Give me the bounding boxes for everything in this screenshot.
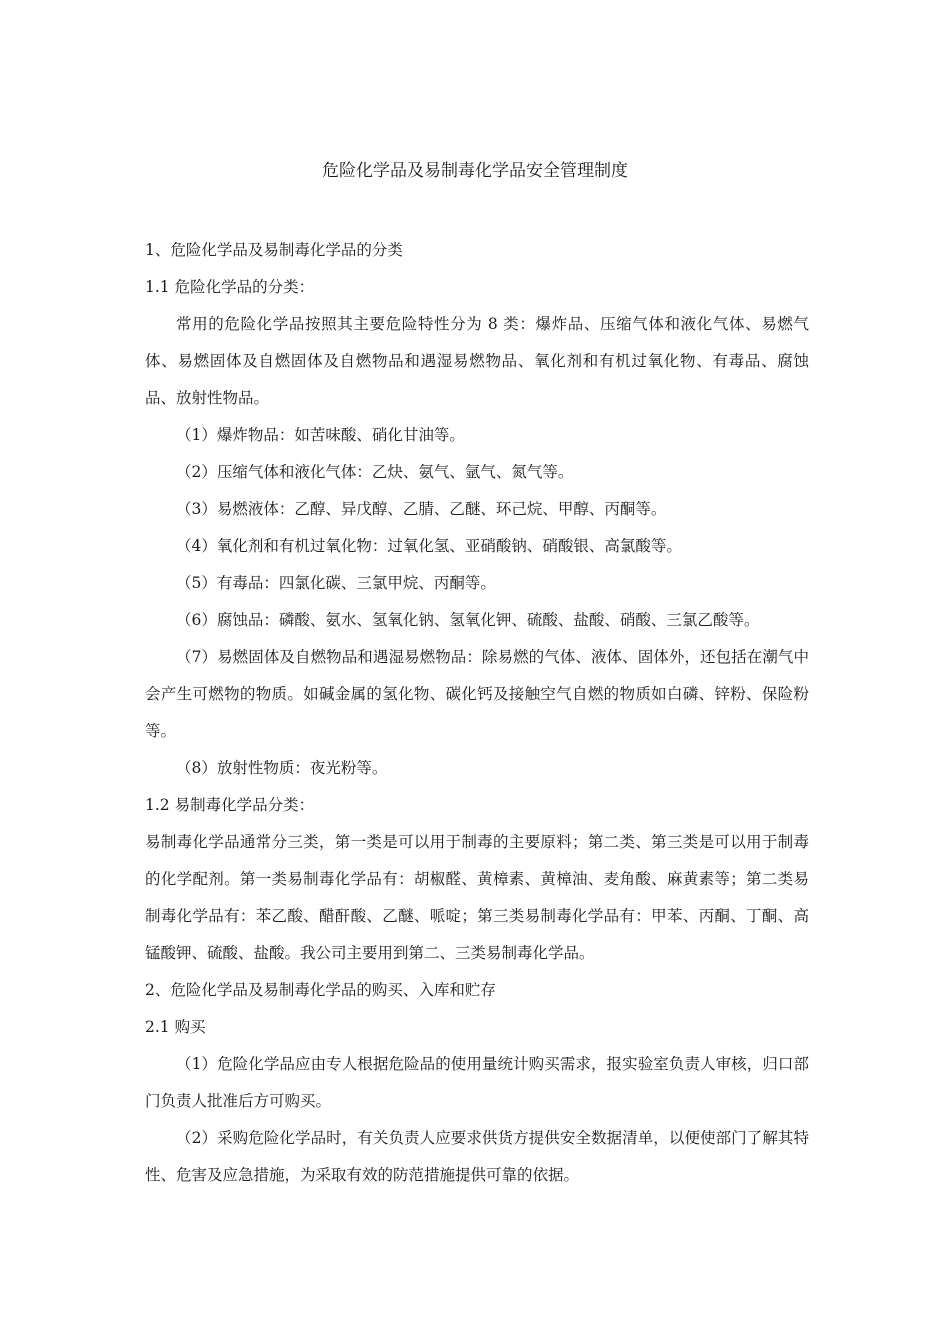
list-item-compressed-gases: （2）压缩气体和液化气体：乙炔、氨气、氩气、氮气等。 (176, 463, 574, 481)
list-item-flammable-liquids: （3）易燃液体：乙醇、异戊醇、乙腈、乙醚、环己烷、甲醇、丙酮等。 (176, 500, 667, 518)
list-item-toxic: （5）有毒品：四氯化碳、三氯甲烷、丙酮等。 (176, 574, 496, 592)
section-heading-1: 1、危险化学品及易制毒化学品的分类 (145, 241, 403, 259)
list-item-purchase-1: （1）危险化学品应由专人根据危险品的使用量统计购买需求，报实验室负责人审核，归口部门负责人批准后方可购买。 (145, 1055, 809, 1110)
subsection-heading-1-2: 1.2 易制毒化学品分类： (145, 796, 315, 814)
paragraph-precursor-classes: 易制毒化学品通常分三类，第一类是可以用于制毒的主要原料；第二类、第三类是可以用于制毒的化学配剂。第一类易制毒化学品有：胡椒醛、黄樟素、黄樟油、麦角酸、麻黄素等；第二类易制毒化学品有：苯乙酸、醋酐酸、乙醚、哌啶；第三类易制毒化学品有：甲苯、丙酮、丁酮、高锰酸钾、硫酸、盐酸。我公司主要用到第二、三类易制毒化学品。 (145, 833, 809, 962)
subsection-heading-1-1: 1.1 危险化学品的分类： (145, 278, 315, 296)
list-item-radioactive: （8）放射性物质：夜光粉等。 (176, 759, 388, 777)
list-item-corrosive: （6）腐蚀品：磷酸、氨水、氢氧化钠、氢氧化钾、硫酸、盐酸、硝酸、三氯乙酸等。 (176, 611, 760, 629)
document-title: 危险化学品及易制毒化学品安全管理制度 (322, 161, 628, 181)
subsection-heading-2-1: 2.1 购买 (145, 1018, 206, 1036)
list-item-flammable-solids: （7）易燃固体及自燃物品和遇湿易燃物品：除易燃的气体、液体、固体外，还包括在潮气中会产生可燃物的物质。如碱金属的氢化物、碳化钙及接触空气自燃的物质如白磷、锌粉、保险粉等。 (145, 648, 809, 740)
paragraph-hazard-classes: 常用的危险化学品按照其主要危险特性分为 8 类：爆炸品、压缩气体和液化气体、易燃气体、易燃固体及自燃固体及自燃物品和遇湿易燃物品、氧化剂和有机过氧化物、有毒品、腐蚀品、放射性物品。 (145, 315, 809, 407)
list-item-purchase-2: （2）采购危险化学品时，有关负责人应要求供货方提供安全数据清单，以便使部门了解其特性、危害及应急措施，为采取有效的防范措施提供可靠的依据。 (145, 1129, 809, 1184)
section-heading-2: 2、危险化学品及易制毒化学品的购买、入库和贮存 (145, 981, 496, 999)
list-item-explosives: （1）爆炸物品：如苦味酸、硝化甘油等。 (176, 426, 465, 444)
list-item-oxidizers: （4）氧化剂和有机过氧化物：过氧化氢、亚硝酸钠、硝酸银、高氯酸等。 (176, 537, 682, 555)
document-body (145, 232, 809, 1194)
